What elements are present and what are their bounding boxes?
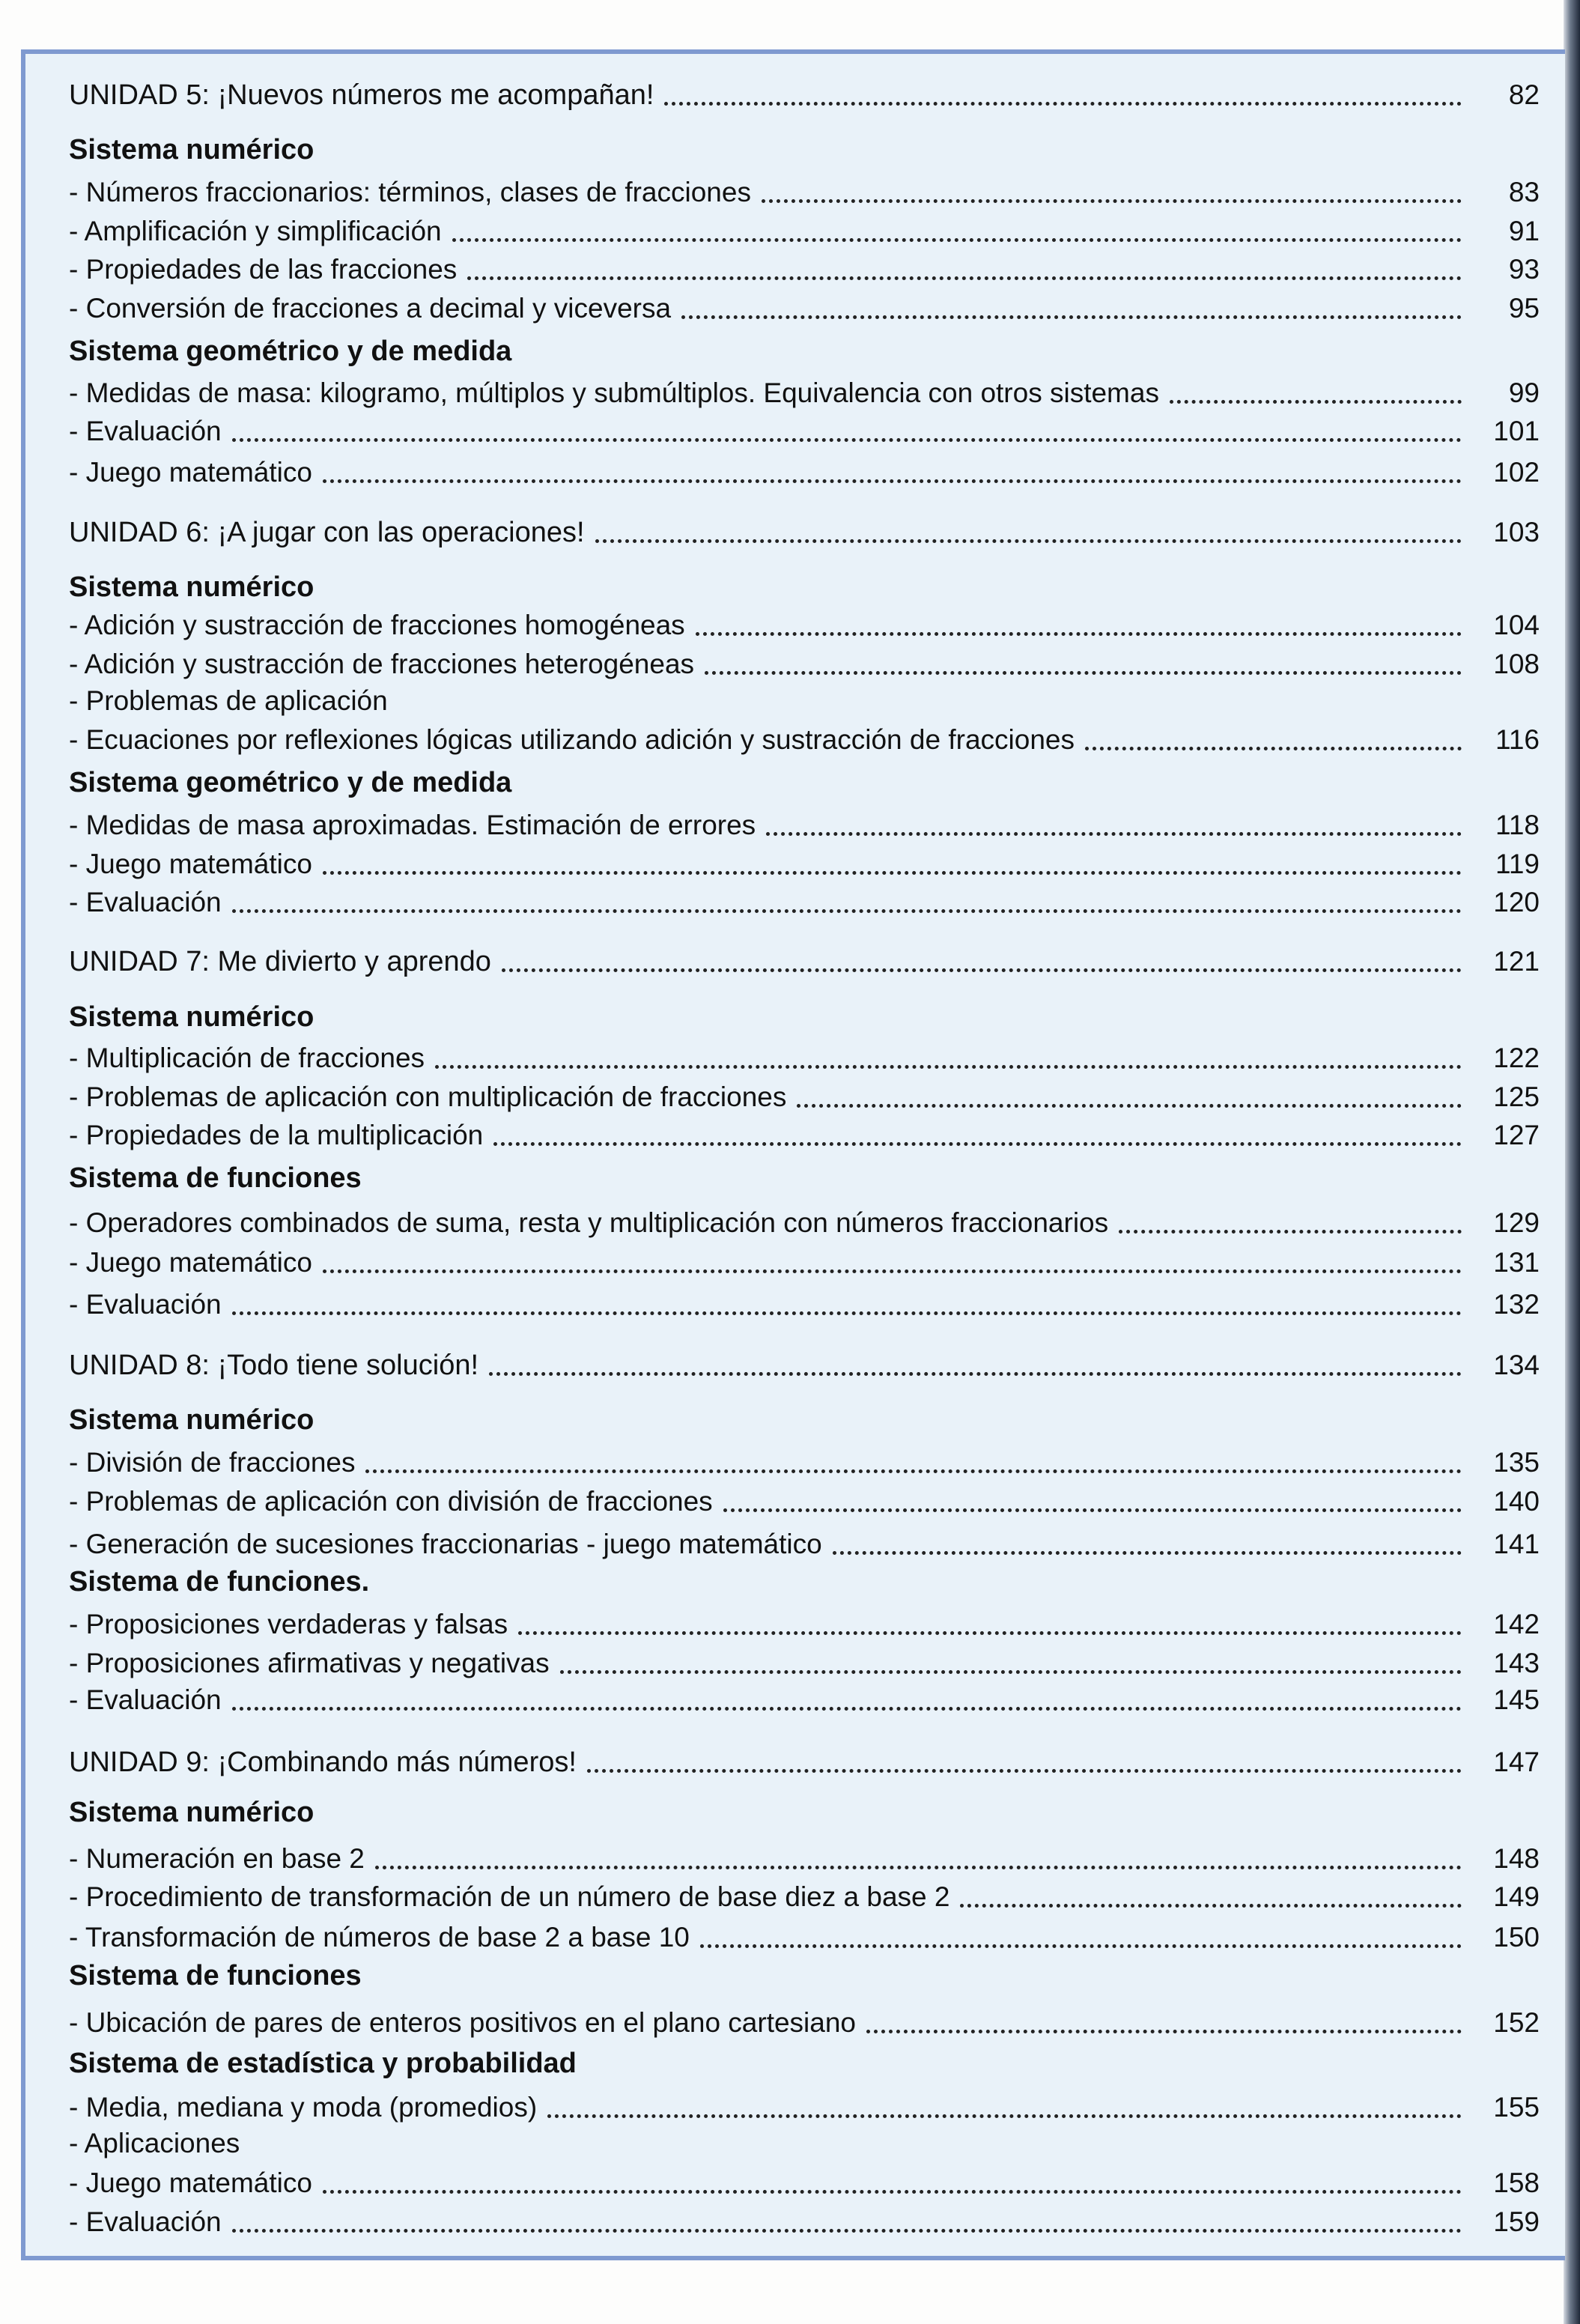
section-heading <box>69 765 1540 801</box>
page-number: 91 <box>1508 216 1540 246</box>
toc-entry <box>69 175 1540 210</box>
page-number: 116 <box>1495 724 1540 755</box>
section-heading <box>69 1958 1540 1994</box>
page-number: 140 <box>1493 1486 1540 1517</box>
dot-leader <box>1170 400 1462 404</box>
dot-leader <box>587 1769 1462 1773</box>
section-heading <box>69 2045 1540 2081</box>
dot-leader <box>365 1469 1462 1473</box>
toc-entry <box>69 683 1540 719</box>
dot-leader <box>762 199 1462 203</box>
dot-leader <box>232 1311 1462 1315</box>
page-number: 104 <box>1493 610 1540 640</box>
toc-entry <box>69 213 1540 249</box>
dot-leader <box>1085 747 1462 750</box>
toc-entry-label: - Procedimiento de transformación de un número de base diez a base 2 <box>69 1881 950 1912</box>
page-number: 103 <box>1493 517 1540 547</box>
section-heading-label: Sistema numérico <box>69 134 315 166</box>
page-number: 135 <box>1493 1447 1540 1478</box>
section-heading-label: Sistema numérico <box>69 1404 315 1436</box>
section-heading-label: Sistema numérico <box>69 1797 315 1828</box>
unit-heading <box>69 515 1540 550</box>
toc-entry <box>69 1841 1540 1877</box>
toc-entry <box>69 252 1540 288</box>
toc-entry <box>69 1607 1540 1642</box>
page-number: 131 <box>1493 1247 1540 1278</box>
toc-entry-label: - Media, mediana y moda (promedios) <box>69 2092 538 2123</box>
section-heading <box>69 132 1540 168</box>
page-number: 95 <box>1508 293 1540 324</box>
toc-entry-label: - Adición y sustracción de fracciones heterogéneas <box>69 649 695 679</box>
dot-leader <box>323 479 1462 483</box>
toc-entry-label: - Operadores combinados de suma, resta y multiplicación con números fraccionarios <box>69 1207 1109 1238</box>
section-heading <box>69 1794 1540 1830</box>
page-number: 141 <box>1493 1529 1540 1559</box>
dot-leader <box>502 968 1462 972</box>
unit-heading-label: UNIDAD 5: ¡Nuevos números me acompañan! <box>69 79 654 111</box>
unit-heading-label: UNIDAD 7: Me divierto y aprendo <box>69 946 491 977</box>
toc-entry-label: - Juego matemático <box>69 2167 312 2198</box>
page-number: 158 <box>1493 2167 1540 2198</box>
toc-entry-label: - Proposiciones afirmativas y negativas <box>69 1648 550 1678</box>
toc-entry <box>69 2005 1540 2041</box>
section-heading <box>69 1160 1540 1196</box>
toc-entry <box>69 1879 1540 1915</box>
dot-leader <box>866 2030 1462 2033</box>
page-number: 101 <box>1493 416 1540 446</box>
toc-entry <box>69 1526 1540 1562</box>
toc-entry <box>69 646 1540 682</box>
dot-leader <box>489 1372 1462 1376</box>
section-heading <box>69 1564 1540 1600</box>
section-heading <box>69 333 1540 369</box>
toc-entry-label: - Aplicaciones <box>69 2128 240 2158</box>
page-number: 152 <box>1493 2007 1540 2038</box>
toc-entry <box>69 2165 1540 2201</box>
toc-entry-label: - Propiedades de la multiplicación <box>69 1120 484 1150</box>
unit-heading <box>69 77 1540 113</box>
dot-leader <box>435 1065 1462 1069</box>
toc-entry <box>69 1287 1540 1323</box>
toc-entry-label: - Juego matemático <box>69 457 312 488</box>
dot-leader <box>547 2114 1462 2118</box>
dot-leader <box>323 2190 1462 2194</box>
toc-entry <box>69 1205 1540 1241</box>
dot-leader <box>467 276 1462 280</box>
dot-leader <box>960 1904 1462 1908</box>
dot-leader <box>705 671 1462 675</box>
dot-leader <box>375 1866 1462 1869</box>
section-heading-label: Sistema de funciones <box>69 1960 362 1991</box>
toc-entry-label: - Ubicación de pares de enteros positivos en el plano cartesiano <box>69 2007 857 2038</box>
page-number: 99 <box>1508 377 1540 408</box>
toc-entry <box>69 722 1540 758</box>
dot-leader <box>232 438 1462 442</box>
toc-entry-label: - Evaluación <box>69 1289 222 1320</box>
toc-entry-label: - Ecuaciones por reflexiones lógicas utilizando adición y sustracción de fracciones <box>69 724 1075 755</box>
toc-entry-label: - Juego matemático <box>69 1247 312 1278</box>
toc-entry <box>69 1117 1540 1153</box>
unit-heading-label: UNIDAD 9: ¡Combinando más números! <box>69 1747 577 1778</box>
toc-entry <box>69 375 1540 411</box>
dot-leader <box>833 1551 1462 1555</box>
dot-leader <box>518 1631 1462 1635</box>
toc-entry <box>69 455 1540 491</box>
dot-leader <box>452 238 1462 242</box>
page-number: 149 <box>1493 1881 1540 1912</box>
unit-heading <box>69 1347 1540 1383</box>
dot-leader <box>700 1944 1462 1948</box>
toc-entry <box>69 2090 1540 2126</box>
toc-entry-label: - Problemas de aplicación <box>69 685 388 716</box>
toc-entry <box>69 1079 1540 1115</box>
dot-leader <box>664 102 1462 106</box>
toc-entry <box>69 2126 1540 2161</box>
toc-entry <box>69 1445 1540 1481</box>
dot-leader <box>1119 1230 1462 1234</box>
toc-entry-label: - Multiplicación de fracciones <box>69 1043 425 1073</box>
toc-entry-label: - División de fracciones <box>69 1447 356 1478</box>
toc-entry-label: - Transformación de números de base 2 a base 10 <box>69 1922 690 1953</box>
toc-entry <box>69 1245 1540 1281</box>
toc-entry <box>69 1040 1540 1076</box>
toc-entry-label: - Números fraccionarios: términos, clases de fracciones <box>69 177 751 207</box>
toc-entry-label: - Evaluación <box>69 1684 222 1715</box>
dot-leader <box>560 1670 1462 1674</box>
toc-entry <box>69 1645 1540 1681</box>
unit-heading <box>69 1744 1540 1780</box>
page-number: 83 <box>1508 177 1540 207</box>
page-number: 147 <box>1493 1747 1540 1777</box>
toc-entry-label: - Propiedades de las fracciones <box>69 254 458 285</box>
unit-heading-label: UNIDAD 8: ¡Todo tiene solución! <box>69 1350 479 1381</box>
toc-entry <box>69 291 1540 327</box>
page-number: 148 <box>1493 1843 1540 1874</box>
page-number: 132 <box>1493 1289 1540 1320</box>
page-number: 159 <box>1493 2206 1540 2237</box>
section-heading <box>69 1402 1540 1438</box>
page-number: 121 <box>1493 946 1540 977</box>
dot-leader <box>323 1269 1462 1273</box>
page-number: 108 <box>1493 649 1540 679</box>
dot-leader <box>232 909 1462 913</box>
toc-entry <box>69 846 1540 882</box>
toc-entry-label: - Problemas de aplicación con multiplicación de fracciones <box>69 1081 787 1112</box>
toc-entry-label: - Proposiciones verdaderas y falsas <box>69 1609 508 1639</box>
page-number: 102 <box>1493 457 1540 488</box>
dot-leader <box>766 832 1462 836</box>
page-number: 150 <box>1493 1922 1540 1953</box>
toc-entry-label: - Problemas de aplicación con división de fracciones <box>69 1486 713 1517</box>
book-spine-shadow <box>1564 0 1580 2324</box>
page-number: 134 <box>1493 1350 1540 1380</box>
dot-leader <box>493 1142 1462 1146</box>
toc-entry <box>69 1920 1540 1956</box>
toc-entry-label: - Conversión de fracciones a decimal y viceversa <box>69 293 672 324</box>
toc-entry-label: - Generación de sucesiones fraccionarias - juego matemático <box>69 1529 822 1559</box>
page-number: 82 <box>1508 79 1540 110</box>
dot-leader <box>323 871 1462 875</box>
section-heading-label: Sistema geométrico y de medida <box>69 767 512 798</box>
dot-leader <box>681 315 1462 319</box>
page-number: 125 <box>1493 1081 1540 1112</box>
dot-leader <box>696 632 1462 636</box>
page-number: 155 <box>1493 2092 1540 2123</box>
section-heading <box>69 999 1540 1035</box>
section-heading-label: Sistema numérico <box>69 571 315 603</box>
unit-heading-label: UNIDAD 6: ¡A jugar con las operaciones! <box>69 517 585 548</box>
toc-entry-label: - Amplificación y simplificación <box>69 216 442 246</box>
dot-leader <box>797 1104 1462 1108</box>
dot-leader <box>232 2229 1462 2233</box>
toc-entry <box>69 413 1540 449</box>
toc-entry <box>69 885 1540 920</box>
toc-entry <box>69 1484 1540 1520</box>
section-heading-label: Sistema geométrico y de medida <box>69 336 512 367</box>
toc-entry-label: - Evaluación <box>69 416 222 446</box>
page-number: 118 <box>1495 810 1540 840</box>
toc-entry-label: - Medidas de masa: kilogramo, múltiplos y submúltiplos. Equivalencia con otros sistemas <box>69 377 1159 408</box>
page-number: 129 <box>1493 1207 1540 1238</box>
toc-entry-label: - Medidas de masa aproximadas. Estimación de errores <box>69 810 756 840</box>
toc-entry <box>69 2204 1540 2240</box>
page-number: 143 <box>1493 1648 1540 1678</box>
section-heading-label: Sistema de estadística y probabilidad <box>69 2048 577 2079</box>
toc-entry <box>69 807 1540 843</box>
page-number: 119 <box>1495 849 1540 879</box>
dot-leader <box>595 539 1462 543</box>
toc-entry-label: - Adición y sustracción de fracciones homogéneas <box>69 610 685 640</box>
section-heading-label: Sistema de funciones <box>69 1162 362 1194</box>
page-number: 122 <box>1493 1043 1540 1073</box>
page-number: 93 <box>1508 254 1540 285</box>
dot-leader <box>723 1508 1462 1512</box>
unit-heading <box>69 944 1540 980</box>
page-number: 120 <box>1493 887 1540 917</box>
toc-entry-label: - Evaluación <box>69 887 222 917</box>
section-heading-label: Sistema de funciones. <box>69 1566 370 1598</box>
page-number: 142 <box>1493 1609 1540 1639</box>
toc-entry-label: - Juego matemático <box>69 849 312 879</box>
page-number: 127 <box>1493 1120 1540 1150</box>
page-number: 145 <box>1493 1684 1540 1715</box>
dot-leader <box>232 1707 1462 1711</box>
toc-entry-label: - Numeración en base 2 <box>69 1843 365 1874</box>
section-heading-label: Sistema numérico <box>69 1001 315 1033</box>
table-of-contents <box>21 49 1565 2260</box>
toc-entry <box>69 1682 1540 1718</box>
toc-entry-label: - Evaluación <box>69 2206 222 2237</box>
section-heading <box>69 569 1540 605</box>
toc-entry <box>69 607 1540 643</box>
